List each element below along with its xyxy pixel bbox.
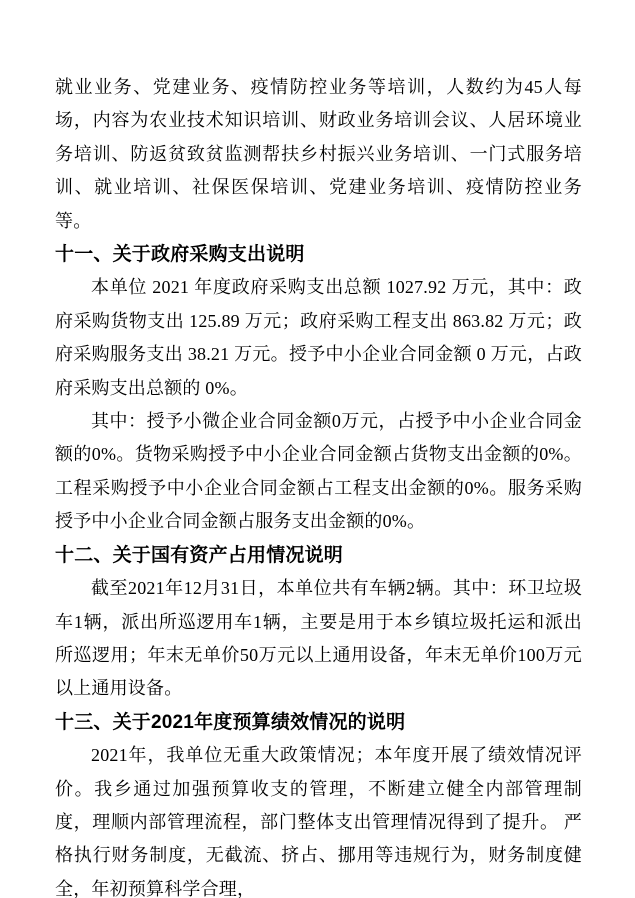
section-12-paragraph-1: 截至2021年12月31日，本单位共有车辆2辆。其中：环卫垃圾车1辆，派出所巡逻用车1辆，主要是用于本乡镇垃圾托运和派出所巡逻用；年末无单价50万元以上通用设备，年末无单价100万元以上通用设备。 xyxy=(55,578,582,699)
section-heading-13-budget-performance: 十三、关于2021年度预算绩效情况的说明 xyxy=(55,711,406,733)
section-13-paragraph-1: 2021年，我单位无重大政策情况；本年度开展了绩效情况评价。我乡通过加强预算收支的管理，不断建立健全内部管理制度，理顺内部管理流程，部门整体支出管理情况得到了提升。 严格执行财务制度，无截流、挤占、挪用等违规行为，财务制度健全，年初预算科学合理， xyxy=(55,745,582,898)
section-heading-12-state-owned-assets: 十二、关于国有资产占用情况说明 xyxy=(55,544,344,566)
section-heading-11-government-procurement: 十一、关于政府采购支出说明 xyxy=(55,244,305,266)
section-11-paragraph-2: 其中：授予小微企业合同金额0万元，占授予中小企业合同金额的0%。货物采购授予中小企业合同金额占货物支出金额的0%。工程采购授予中小企业合同金额占工程支出金额的0%。服务采购授予中小企业合同金额占服务支出金额的0%。 xyxy=(55,411,582,532)
leading-paragraph: 就业业务、党建业务、疫情防控业务等培训，人数约为45人每场，内容为农业技术知识培训、财政业务培训会议、人居环境业务培训、防返贫致贫监测帮扶乡村振兴业务培训、一门式服务培训、就业培训、社保医保培训、党建业务培训、疫情防控业务等。 xyxy=(55,77,582,231)
section-11-paragraph-1: 本单位 2021 年度政府采购支出总额 1027.92 万元，其中：政府采购货物支出 125.89 万元；政府采购工程支出 863.82 万元；政府采购服务支出 38.21 万元。授予中小企业合同金额 0 万元，占政府采购支出总额的 0%。 xyxy=(55,277,582,398)
document-text-block xyxy=(55,71,582,898)
